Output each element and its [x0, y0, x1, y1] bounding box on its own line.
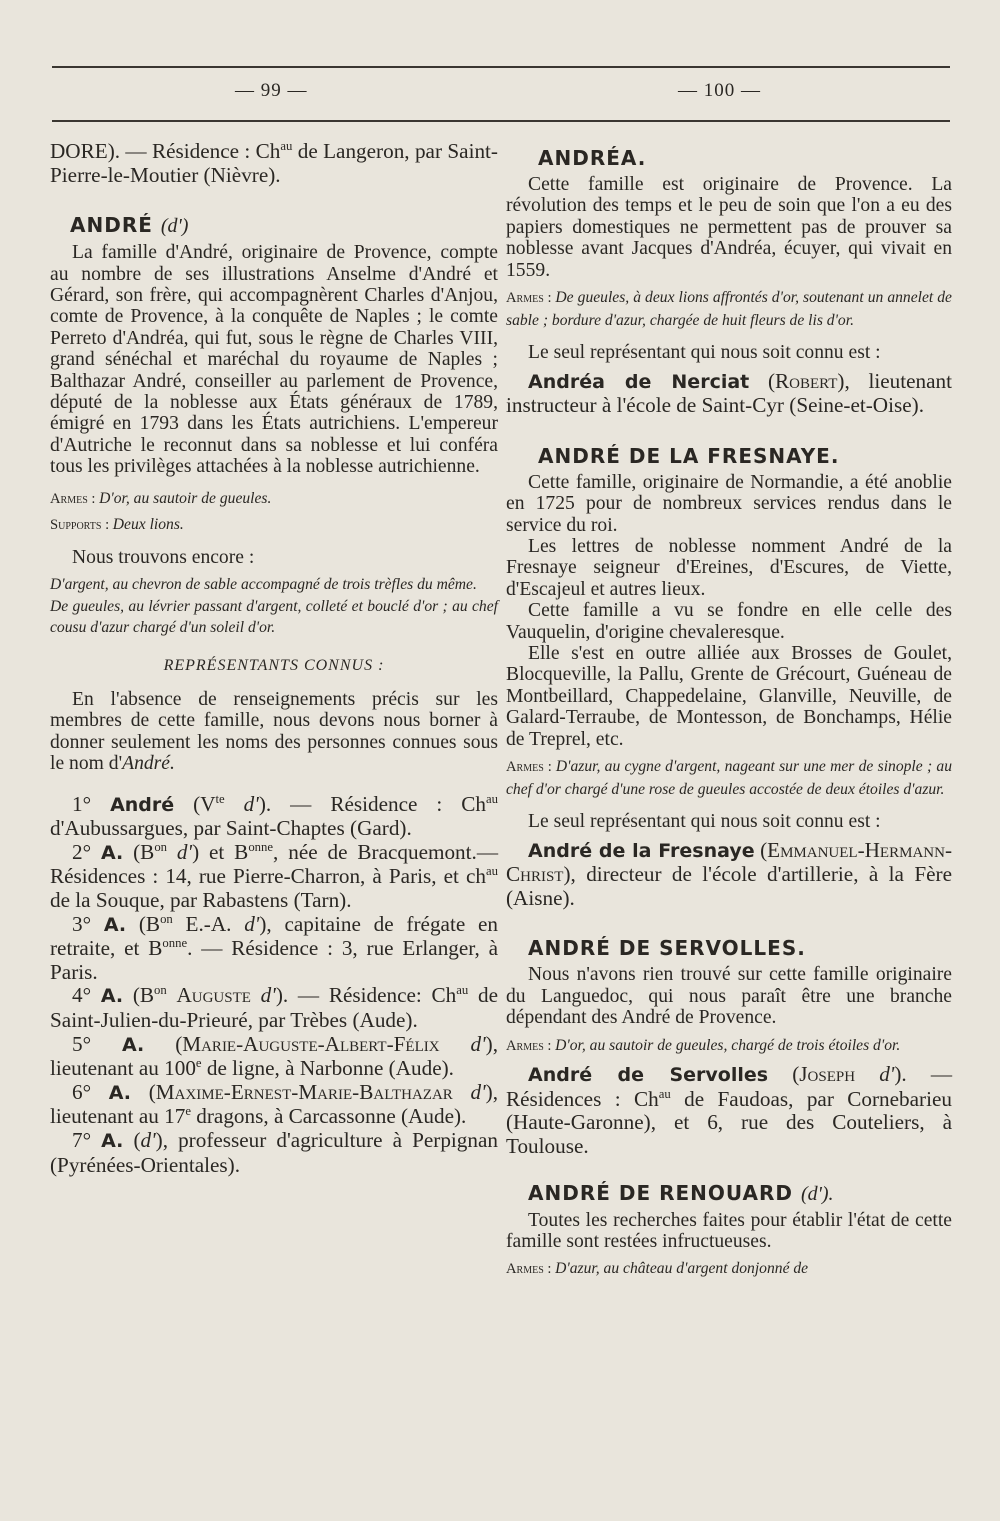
heading-andrea: ANDRÉA.	[538, 146, 647, 170]
page-number-left: — 99 —	[235, 80, 308, 101]
fresnaye-representant: André de la Fresnaye (Emmanuel-Hermann-Christ), directeur de l'école d'artillerie, à la Fère (Aisne).	[506, 837, 952, 910]
entry-4: 4° A. ($B^{on}$ Auguste d'). — Résidence: $Ch^{au}$ de Saint-Julien-du-Prieuré, par Trèbes (Aude).	[50, 983, 498, 1032]
representants-heading: REPRÉSENTANTS CONNUS :	[163, 657, 385, 675]
page-number-right: — 100 —	[678, 80, 761, 101]
andrea-representant: Andréa de Nerciat (Robert), lieutenant instructeur à l'école de Saint-Cyr (Seine-et-Oise).	[506, 368, 952, 418]
fresnaye-armes: Armes : D'azur, au cygne d'argent, nageant sur une mer de sinople ; au chef d'or chargé d'une rose de gueules accostée de deux étoiles d'azur.	[506, 758, 952, 798]
arms-variant-2: De gueules, au lévrier passant d'argent, colleté et bouclé d'or ; au chef cousu d'azur chargé d'un soleil d'or.	[50, 597, 498, 637]
renouard-paragraph: Toutes les recherches faites pour établir l'état de cette famille sont restées infructueuses.	[506, 1209, 952, 1253]
entry-3: 3° A. ($B^{on}$ E.-A. d'), capitaine de frégate en retraite, et $B^{onne}$. — Résidence : 3, rue Erlanger, à Paris.	[50, 911, 499, 984]
entry-1: 1° André ($V^{te}$ d'). — Résidence : $Ch^{au}$ d'Aubussargues, par Saint-Chaptes (Gard).	[50, 791, 498, 841]
fresnaye-paragraph-2: Les lettres de noblesse nomment André de la Fresnaye seigneur d'Ereines, d'Escures, de Viette, d'Escajeul et autres lieux.	[506, 536, 952, 600]
andre-paragraph: La famille d'André, originaire de Provence, compte au nombre de ses illustrations Anselme d'André et Gérard, son frère, qui accompagnèrent Charles d'Anjou, comte de Provence, à la conquête de Naples ; le comte Perreto d'Andréa, qui fut, sous le règne de Charles VIII, grand sénéchal et maréchal du royaume de Naples ; Balthazar André, conseiller au parlement de Provence, député de la noblesse aux États généraux de 1789, émigré en 1793 dans les États autrichiens. L'empereur d'Autriche le reconnut dans sa noblesse et lui conféra tous les privilèges attachées à la noblesse autrichienne.	[50, 242, 498, 478]
andre-armes: Armes : D'or, au sautoir de gueules.	[50, 489, 272, 507]
left-column	[50, 140, 498, 1177]
right-column	[506, 140, 952, 1281]
heading-andre-de-servolles: ANDRÉ DE SERVOLLES.	[528, 936, 806, 961]
header-rule-bottom	[52, 120, 950, 122]
fresnaye-paragraph-3: Cette famille a vu se fondre en elle celle des Vauquelin, d'origine chevaleresque.	[506, 600, 952, 643]
renouard-armes: Armes : D'azur, au château d'argent donjonné de	[506, 1260, 809, 1278]
servolles-representant: André de Servolles (Joseph d'). — Résidences : $Ch^{au}$ de Faudoas, par Cornebarieu (Haute-Garonne), et 6, rue des Couteliers, à Toulouse.	[506, 1062, 953, 1159]
entry-7: 7° A. (d'), professeur d'agriculture à Perpignan (Pyrénées-Orientales).	[50, 1127, 498, 1177]
entry-6: 6° A. (Maxime-Ernest-Marie-Balthazar d'), lieutenant au 17e dragons, à Carcassonne (Aude).	[50, 1079, 498, 1129]
heading-andre: ANDRÉ (d')	[70, 213, 189, 238]
heading-andre-de-renouard: ANDRÉ DE RENOUARD (d').	[528, 1180, 834, 1205]
fresnaye-paragraph-1: Cette famille, originaire de Normandie, a été anoblie en 1725 pour de nombreux services rendus dans le service du roi.	[506, 471, 952, 536]
andre-supports: Supports : Deux lions.	[50, 516, 184, 534]
nous-trouvons-encore: Nous trouvons encore :	[72, 546, 255, 568]
andrea-seul: Le seul représentant qui nous soit connu est :	[528, 342, 881, 364]
entry-5: 5° A. (Marie-Auguste-Albert-Félix d'), lieutenant au 100e de ligne, à Narbonne (Aude).	[50, 1031, 498, 1081]
continuation-text: DORE). — Résidence : $Ch^{au}$ de Langeron, par Saint-Pierre-le-Moutier (Nièvre).	[50, 138, 498, 187]
heading-andre-de-la-fresnaye: ANDRÉ DE LA FRESNAYE.	[538, 443, 840, 468]
fresnaye-paragraph-4: Elle s'est en outre alliée aux Brosses de Goulet, Blocqueville, la Pallu, Grente de Grécourt, Guéneau de Montbeillard, Chappedelaine, Glanville, Neuville, de Galard-Terraube, de Montesson, de Bonchamps, Hélie de Treprel, etc.	[506, 643, 952, 750]
header-rule-top	[52, 66, 950, 68]
entry-2: 2° A. ($B^{on}$ d') et $B^{onne}$, née de Bracquemont.— Résidences : 14, rue Pierre-Charron, à Paris, et $ch^{au}$ de la Souque, par Rabastens (Tarn).	[50, 839, 499, 913]
fresnaye-seul: Le seul représentant qui nous soit connu est :	[528, 811, 881, 833]
arms-variant-1: D'argent, au chevron de sable accompagné de trois trèfles du même.	[50, 576, 477, 594]
absence-paragraph: En l'absence de renseignements précis sur les membres de cette famille, nous devons nous borner à donner seulement les noms des personnes connues sous le nom d'André.	[50, 689, 498, 775]
servolles-armes: Armes : D'or, au sautoir de gueules, chargé de trois étoiles d'or.	[506, 1036, 901, 1054]
servolles-paragraph: Nous n'avons rien trouvé sur cette famille originaire du Languedoc, qui nous paraît être une branche dépendant des André de Provence.	[506, 964, 952, 1029]
andrea-armes: Armes : De gueules, à deux lions affrontés d'or, soutenant un annelet de sable ; bordure d'azur, chargée de huit fleurs de lis d'or.	[506, 289, 952, 329]
andrea-paragraph: Cette famille est originaire de Provence. La révolution des temps et le peu de soin que l'on a eu des papiers domestiques ne permettent pas de prouver sa noblesse avant Jacques d'Andréa, écuyer, qui vivait en 1559.	[506, 174, 952, 281]
